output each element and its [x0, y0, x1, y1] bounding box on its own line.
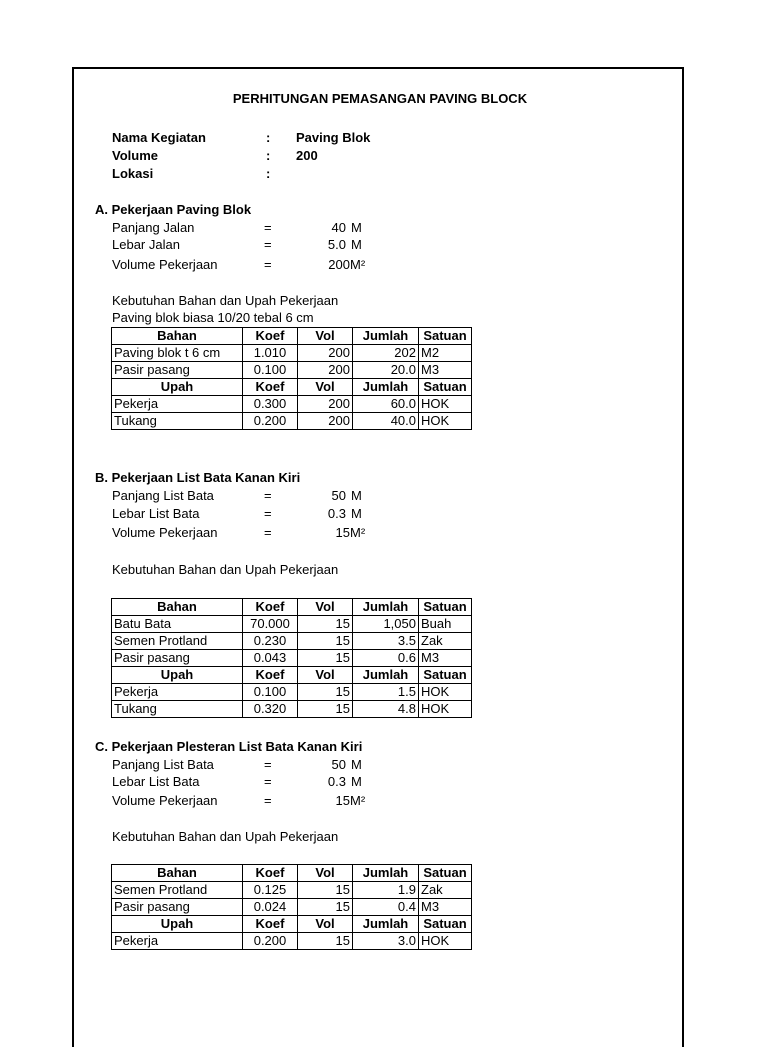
cell-satuan: HOK — [419, 701, 472, 718]
param-unit: M — [351, 774, 362, 789]
cell-satuan: M3 — [419, 899, 472, 916]
header-cell: Koef — [243, 379, 298, 396]
cell-item: Pekerja — [112, 396, 243, 413]
param-value: 5.0 — [327, 237, 346, 252]
cell-satuan: M3 — [419, 362, 472, 379]
cell-item: Tukang — [112, 413, 243, 430]
material-labor-table — [111, 327, 472, 430]
cell-item: Pasir pasang — [112, 899, 243, 916]
param-value: 15 — [335, 793, 350, 808]
param-unit: M² — [350, 525, 366, 540]
header-cell: Satuan — [419, 328, 472, 345]
section-note: Kebutuhan Bahan dan Upah Pekerjaan — [112, 562, 339, 577]
header-cell: Upah — [112, 379, 243, 396]
header-cell: Satuan — [419, 916, 472, 933]
param-unit: M — [351, 506, 362, 521]
header-cell: Koef — [243, 328, 298, 345]
info-sep: : — [266, 148, 271, 163]
info-sep: : — [266, 166, 271, 181]
header-cell: Vol — [298, 916, 353, 933]
table-row — [112, 616, 472, 633]
info-value: 200 — [296, 148, 318, 163]
section-note: Kebutuhan Bahan dan Upah Pekerjaan — [112, 829, 339, 844]
table-row — [112, 701, 472, 718]
header-cell: Upah — [112, 916, 243, 933]
param-eq: = — [264, 220, 272, 235]
cell-item: Semen Protland — [112, 882, 243, 899]
cell-jumlah: 3.0 — [353, 933, 419, 950]
param-unit: M² — [350, 793, 366, 808]
header-cell: Vol — [298, 667, 353, 684]
param-label: Panjang Jalan — [112, 220, 195, 235]
cell-vol: 15 — [298, 633, 353, 650]
param-eq: = — [264, 488, 272, 503]
cell-jumlah: 202 — [353, 345, 419, 362]
material-labor-table — [111, 598, 472, 718]
page-title: PERHITUNGAN PEMASANGAN PAVING BLOCK — [232, 91, 528, 106]
param-eq: = — [264, 257, 272, 272]
table-header-row — [112, 865, 472, 882]
param-value: 50 — [331, 757, 346, 772]
cell-jumlah: 0.4 — [353, 899, 419, 916]
cell-koef: 0.300 — [243, 396, 298, 413]
document-page — [72, 67, 684, 1047]
cell-satuan: HOK — [419, 413, 472, 430]
param-value: 15 — [335, 525, 350, 540]
param-label: Volume Pekerjaan — [112, 257, 218, 272]
header-cell: Bahan — [112, 599, 243, 616]
table-row — [112, 362, 472, 379]
param-unit: M — [351, 757, 362, 772]
cell-vol: 15 — [298, 933, 353, 950]
cell-vol: 15 — [298, 684, 353, 701]
table-row — [112, 882, 472, 899]
cell-satuan: M3 — [419, 650, 472, 667]
cell-koef: 0.200 — [243, 933, 298, 950]
param-eq: = — [264, 237, 272, 252]
param-label: Panjang List Bata — [112, 488, 214, 503]
cell-satuan: Zak — [419, 882, 472, 899]
table-row — [112, 413, 472, 430]
cell-satuan: Zak — [419, 633, 472, 650]
param-eq: = — [264, 525, 272, 540]
cell-jumlah: 1,050 — [353, 616, 419, 633]
cell-koef: 0.100 — [243, 362, 298, 379]
cell-vol: 200 — [298, 396, 353, 413]
header-cell: Koef — [243, 916, 298, 933]
param-eq: = — [264, 793, 272, 808]
param-value: 200 — [328, 257, 350, 272]
cell-jumlah: 0.6 — [353, 650, 419, 667]
table-row — [112, 933, 472, 950]
param-value: 0.3 — [327, 774, 346, 789]
param-value: 40 — [331, 220, 346, 235]
table-header-row — [112, 667, 472, 684]
cell-vol: 15 — [298, 650, 353, 667]
table-row — [112, 633, 472, 650]
header-cell: Satuan — [419, 667, 472, 684]
param-label: Lebar List Bata — [112, 774, 200, 789]
param-value: 50 — [331, 488, 346, 503]
header-cell: Satuan — [419, 865, 472, 882]
header-cell: Jumlah — [353, 599, 419, 616]
param-label: Lebar List Bata — [112, 506, 200, 521]
section-heading: C. Pekerjaan Plesteran List Bata Kanan Kiri — [95, 739, 363, 754]
cell-vol: 15 — [298, 882, 353, 899]
cell-vol: 200 — [298, 362, 353, 379]
cell-jumlah: 3.5 — [353, 633, 419, 650]
header-cell: Bahan — [112, 328, 243, 345]
param-value: 0.3 — [327, 506, 346, 521]
header-cell: Jumlah — [353, 328, 419, 345]
header-cell: Koef — [243, 667, 298, 684]
table-header-row — [112, 379, 472, 396]
section-heading: A. Pekerjaan Paving Blok — [95, 202, 252, 217]
param-label: Volume Pekerjaan — [112, 793, 218, 808]
header-cell: Jumlah — [353, 916, 419, 933]
cell-item: Tukang — [112, 701, 243, 718]
cell-koef: 1.010 — [243, 345, 298, 362]
cell-koef: 70.000 — [243, 616, 298, 633]
header-cell: Koef — [243, 865, 298, 882]
info-label: Lokasi — [112, 166, 154, 181]
section-subnote: Paving blok biasa 10/20 tebal 6 cm — [112, 310, 314, 325]
param-label: Volume Pekerjaan — [112, 525, 218, 540]
table-row — [112, 650, 472, 667]
cell-koef: 0.125 — [243, 882, 298, 899]
cell-jumlah: 1.5 — [353, 684, 419, 701]
cell-satuan: HOK — [419, 396, 472, 413]
cell-vol: 200 — [298, 413, 353, 430]
material-labor-table — [111, 864, 472, 950]
table-header-row — [112, 328, 472, 345]
header-cell: Vol — [298, 379, 353, 396]
info-value: Paving Blok — [296, 130, 371, 145]
header-cell: Bahan — [112, 865, 243, 882]
param-label: Panjang List Bata — [112, 757, 214, 772]
cell-jumlah: 60.0 — [353, 396, 419, 413]
cell-koef: 0.320 — [243, 701, 298, 718]
cell-item: Pasir pasang — [112, 362, 243, 379]
cell-koef: 0.230 — [243, 633, 298, 650]
cell-jumlah: 4.8 — [353, 701, 419, 718]
info-label: Nama Kegiatan — [112, 130, 206, 145]
cell-item: Paving blok t 6 cm — [112, 345, 243, 362]
section-heading: B. Pekerjaan List Bata Kanan Kiri — [95, 470, 301, 485]
header-cell: Satuan — [419, 379, 472, 396]
cell-koef: 0.043 — [243, 650, 298, 667]
param-unit: M — [351, 488, 362, 503]
info-sep: : — [266, 130, 271, 145]
table-header-row — [112, 916, 472, 933]
param-label: Lebar Jalan — [112, 237, 180, 252]
header-cell: Koef — [243, 599, 298, 616]
table-row — [112, 345, 472, 362]
cell-item: Pekerja — [112, 684, 243, 701]
cell-satuan: HOK — [419, 684, 472, 701]
header-cell: Jumlah — [353, 379, 419, 396]
info-label: Volume — [112, 148, 158, 163]
cell-satuan: HOK — [419, 933, 472, 950]
cell-satuan: Buah — [419, 616, 472, 633]
cell-item: Pasir pasang — [112, 650, 243, 667]
cell-item: Pekerja — [112, 933, 243, 950]
header-cell: Vol — [298, 599, 353, 616]
cell-item: Semen Protland — [112, 633, 243, 650]
cell-vol: 15 — [298, 616, 353, 633]
cell-satuan: M2 — [419, 345, 472, 362]
table-row — [112, 899, 472, 916]
header-cell: Vol — [298, 865, 353, 882]
header-cell: Jumlah — [353, 865, 419, 882]
cell-jumlah: 20.0 — [353, 362, 419, 379]
header-cell: Satuan — [419, 599, 472, 616]
header-cell: Upah — [112, 667, 243, 684]
cell-koef: 0.024 — [243, 899, 298, 916]
table-header-row — [112, 599, 472, 616]
param-unit: M — [351, 220, 362, 235]
header-cell: Jumlah — [353, 667, 419, 684]
param-unit: M² — [350, 257, 366, 272]
cell-vol: 15 — [298, 701, 353, 718]
cell-koef: 0.200 — [243, 413, 298, 430]
cell-item: Batu Bata — [112, 616, 243, 633]
param-eq: = — [264, 757, 272, 772]
header-cell: Vol — [298, 328, 353, 345]
cell-koef: 0.100 — [243, 684, 298, 701]
table-row — [112, 684, 472, 701]
table-row — [112, 396, 472, 413]
cell-jumlah: 40.0 — [353, 413, 419, 430]
cell-vol: 15 — [298, 899, 353, 916]
section-note: Kebutuhan Bahan dan Upah Pekerjaan — [112, 293, 339, 308]
param-eq: = — [264, 506, 272, 521]
param-unit: M — [351, 237, 362, 252]
cell-jumlah: 1.9 — [353, 882, 419, 899]
param-eq: = — [264, 774, 272, 789]
cell-vol: 200 — [298, 345, 353, 362]
